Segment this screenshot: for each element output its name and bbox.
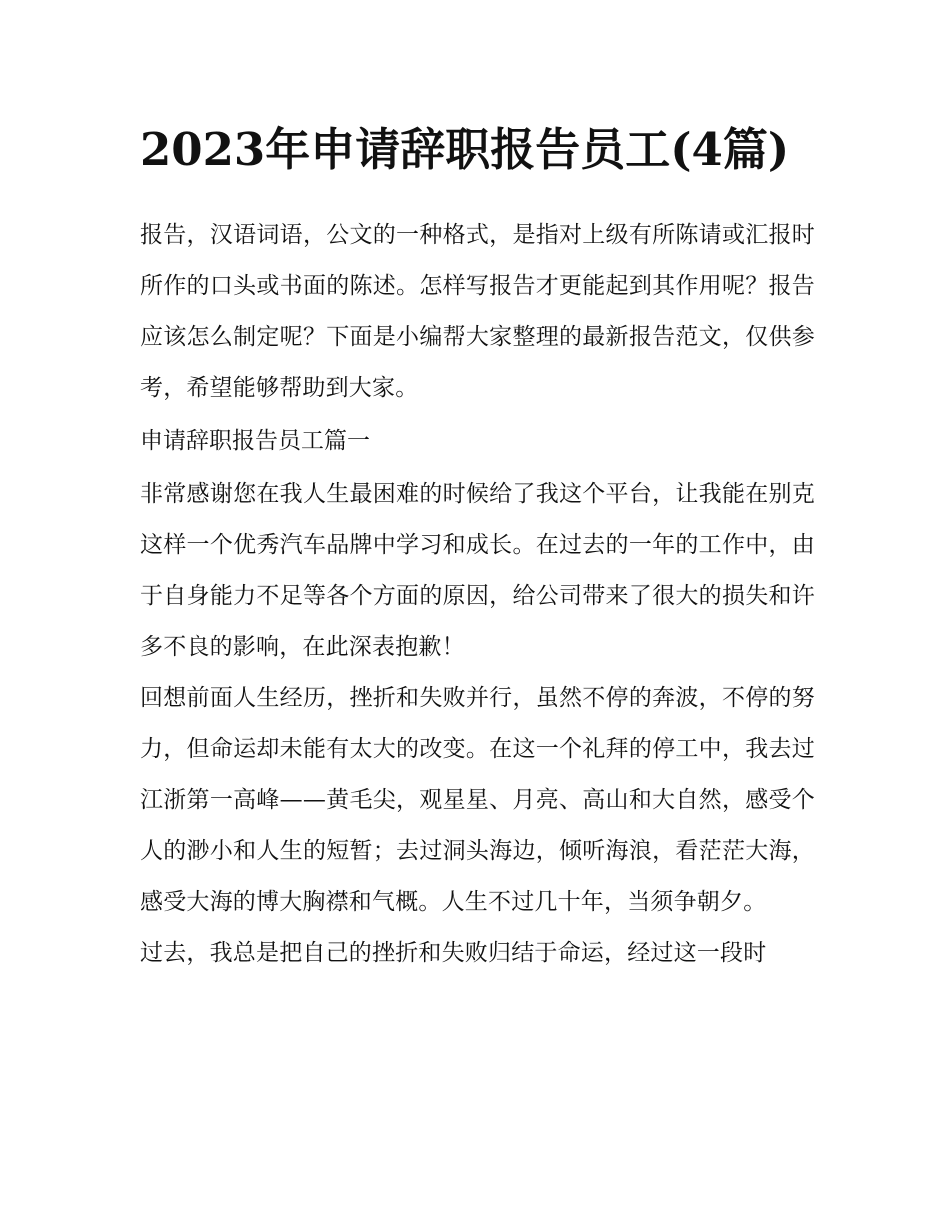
intro-paragraph: 报告，汉语词语，公文的一种格式，是指对上级有所陈请或汇报时所作的口头或书面的陈述。怎样写报告才更能起到其作用呢？报告应该怎么制定呢？下面是小编帮大家整理的最新报告范文，仅供参考，希望能够帮助到大家。 xyxy=(140,222,815,401)
body-paragraph-1: 非常感谢您在我人生最困难的时候给了我这个平台，让我能在别克这样一个优秀汽车品牌中学习和成长。在过去的一年的工作中，由于自身能力不足等各个方面的原因，给公司带来了很大的损失和许多不良的影响，在此深表抱歉！ xyxy=(140,481,815,660)
document-body xyxy=(140,112,815,979)
body-paragraph-2: 回想前面人生经历，挫折和失败并行，虽然不停的奔波，不停的努力，但命运却未能有太大的改变。在这一个礼拜的停工中，我去过江浙第一高峰——黄毛尖，观星星、月亮、高山和大自然，感受个人的渺小和人生的短暂；去过洞头海边，倾听海浪，看茫茫大海，感受大海的博大胸襟和气概。人生不过几十年，当须争朝夕。 xyxy=(140,685,815,915)
section-heading: 申请辞职报告员工篇一 xyxy=(140,428,370,454)
body-paragraph-3: 过去，我总是把自己的挫折和失败归结于命运，经过这一段时 xyxy=(140,940,767,966)
document-title: 2023年申请辞职报告员工(4篇) xyxy=(140,123,790,176)
